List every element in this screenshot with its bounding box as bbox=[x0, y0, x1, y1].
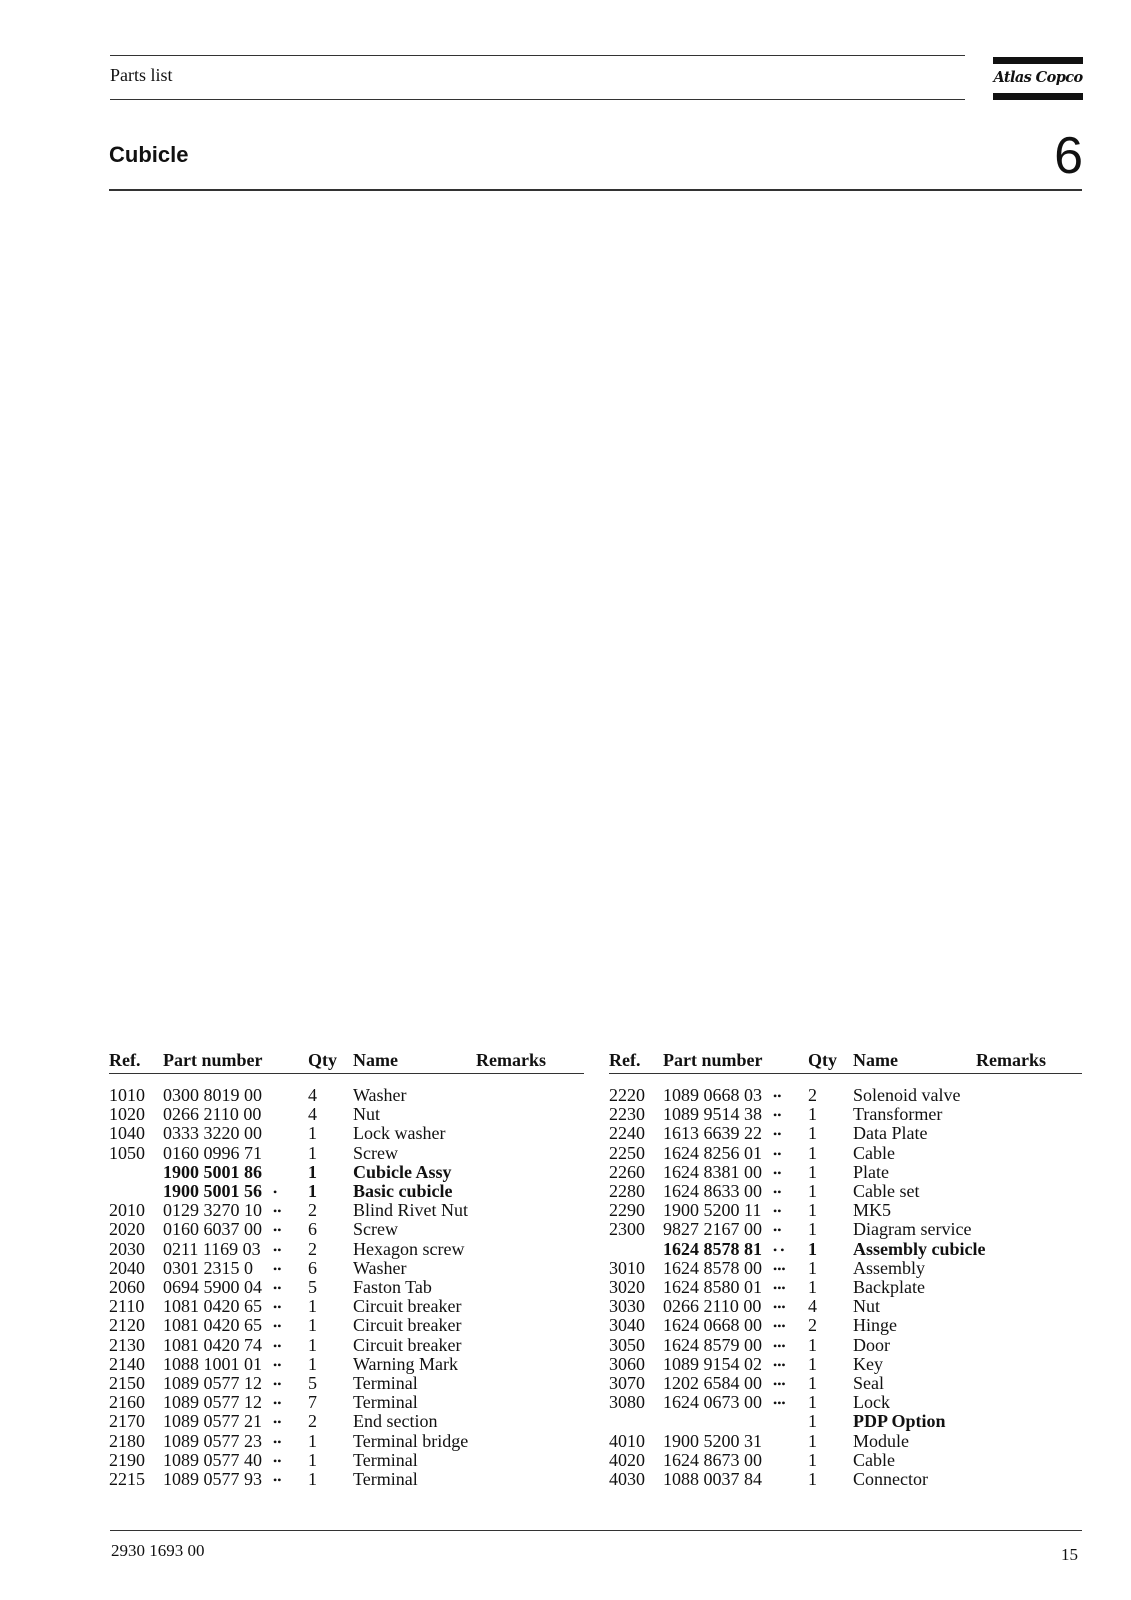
name-cell: Cable set bbox=[853, 1181, 920, 1201]
qty-cell: 1 bbox=[308, 1353, 317, 1374]
qty-cell: 1 bbox=[808, 1104, 817, 1125]
table-row bbox=[109, 1086, 579, 1105]
qty-cell: 1 bbox=[808, 1219, 817, 1240]
table-row bbox=[609, 1278, 1079, 1297]
table-row bbox=[609, 1336, 1079, 1355]
qty-cell: 1 bbox=[808, 1123, 817, 1144]
part-number-cell: 0211 1169 03 bbox=[163, 1238, 261, 1259]
qty-cell: 2 bbox=[808, 1315, 817, 1336]
ref-cell: 2030 bbox=[109, 1238, 145, 1259]
table-row bbox=[109, 1201, 579, 1220]
table-row bbox=[609, 1297, 1079, 1316]
part-number-cell: 1089 0577 40 bbox=[163, 1449, 262, 1470]
table-row bbox=[109, 1412, 579, 1431]
part-number-cell: 1900 5200 31 bbox=[663, 1430, 762, 1451]
part-number-cell: 1081 0420 65 bbox=[163, 1296, 262, 1317]
ref-cell: 1020 bbox=[109, 1104, 145, 1125]
qty-cell: 1 bbox=[308, 1123, 317, 1144]
name-cell: Terminal bbox=[353, 1373, 418, 1393]
table-row bbox=[109, 1124, 579, 1143]
col-part-header: Part number bbox=[663, 1050, 763, 1070]
qty-cell: 1 bbox=[808, 1449, 817, 1470]
name-cell: Transformer bbox=[853, 1104, 943, 1125]
parts-table-left bbox=[109, 1050, 584, 1490]
level-dots: •• bbox=[773, 1204, 782, 1219]
part-number-cell: 1900 5200 11 bbox=[663, 1200, 762, 1221]
col-part-header: Part number bbox=[163, 1050, 263, 1070]
part-number-cell: 1089 0577 23 bbox=[163, 1430, 262, 1451]
name-cell: Blind Rivet Nut bbox=[353, 1200, 469, 1221]
part-number-cell: 0300 8019 00 bbox=[163, 1085, 262, 1105]
col-name-header: Name bbox=[853, 1050, 898, 1070]
qty-cell: 2 bbox=[308, 1200, 317, 1221]
part-number-cell: 1089 0577 21 bbox=[163, 1411, 262, 1432]
name-cell: Circuit breaker bbox=[353, 1315, 462, 1336]
level-dots: •• bbox=[273, 1338, 282, 1353]
level-dots: •• bbox=[773, 1108, 782, 1123]
part-number-cell: 1624 8256 01 bbox=[663, 1142, 762, 1163]
part-number-cell: 1202 6584 00 bbox=[663, 1373, 762, 1393]
level-dots: ••• bbox=[773, 1281, 786, 1295]
ref-cell: 2190 bbox=[109, 1449, 145, 1470]
part-number-cell: 1081 0420 74 bbox=[163, 1334, 262, 1355]
ref-cell: 3040 bbox=[609, 1315, 645, 1336]
name-cell: Circuit breaker bbox=[353, 1334, 462, 1355]
qty-cell: 1 bbox=[308, 1181, 317, 1201]
level-dots: •• bbox=[773, 1185, 782, 1199]
page-number: 15 bbox=[1061, 1545, 1078, 1564]
ref-cell: 3050 bbox=[609, 1334, 645, 1355]
name-cell: Assembly bbox=[853, 1257, 925, 1278]
table-row bbox=[609, 1451, 1079, 1470]
ref-cell: 1010 bbox=[109, 1085, 145, 1105]
part-number-cell: 1089 9154 02 bbox=[663, 1353, 762, 1374]
qty-cell: 1 bbox=[808, 1161, 817, 1182]
qty-cell: 2 bbox=[308, 1238, 317, 1259]
level-dots: • • bbox=[773, 1242, 785, 1257]
ref-cell: 3060 bbox=[609, 1353, 645, 1374]
ref-cell: 2060 bbox=[109, 1277, 145, 1297]
level-dots: •• bbox=[273, 1319, 282, 1334]
header-bottom-rule bbox=[110, 99, 965, 100]
qty-cell: 7 bbox=[308, 1392, 317, 1413]
qty-cell: 1 bbox=[308, 1296, 317, 1317]
qty-cell: 1 bbox=[308, 1315, 317, 1336]
level-dots: ••• bbox=[773, 1377, 786, 1391]
level-dots: •• bbox=[273, 1242, 282, 1257]
name-cell: Circuit breaker bbox=[353, 1296, 462, 1317]
table-header-rule-left bbox=[109, 1073, 584, 1074]
qty-cell: 1 bbox=[808, 1334, 817, 1355]
name-cell: Nut bbox=[353, 1104, 380, 1125]
part-number-cell: 1624 8578 00 bbox=[663, 1257, 762, 1278]
table-row bbox=[609, 1105, 1079, 1124]
qty-cell: 4 bbox=[808, 1296, 817, 1317]
ref-cell: 2215 bbox=[109, 1469, 145, 1489]
part-number-cell: 0266 2110 00 bbox=[163, 1104, 262, 1125]
name-cell: Cable bbox=[853, 1142, 895, 1163]
name-cell: Terminal bridge bbox=[353, 1430, 469, 1451]
name-cell: Terminal bbox=[353, 1469, 418, 1489]
footer-rule bbox=[110, 1530, 1082, 1531]
qty-cell: 6 bbox=[308, 1219, 317, 1240]
qty-cell: 1 bbox=[808, 1200, 817, 1221]
part-number-cell: 1900 5001 56 bbox=[163, 1181, 262, 1201]
name-cell: Lock bbox=[853, 1392, 890, 1413]
name-cell: End section bbox=[353, 1411, 438, 1432]
col-remarks-header: Remarks bbox=[476, 1050, 546, 1070]
level-dots: •• bbox=[273, 1281, 282, 1295]
name-cell: Diagram service bbox=[853, 1219, 972, 1240]
table-row bbox=[109, 1336, 579, 1355]
ref-cell: 2230 bbox=[609, 1104, 645, 1125]
table-row bbox=[609, 1374, 1079, 1393]
qty-cell: 6 bbox=[308, 1257, 317, 1278]
ref-cell: 2140 bbox=[109, 1353, 145, 1374]
level-dots: • bbox=[273, 1185, 278, 1199]
ref-cell: 2020 bbox=[109, 1219, 145, 1240]
qty-cell: 1 bbox=[808, 1353, 817, 1374]
col-remarks-header: Remarks bbox=[976, 1050, 1046, 1070]
header-label: Parts list bbox=[110, 65, 173, 85]
ref-cell: 4030 bbox=[609, 1469, 645, 1489]
ref-cell: 2130 bbox=[109, 1334, 145, 1355]
level-dots: •• bbox=[273, 1396, 282, 1411]
qty-cell: 1 bbox=[308, 1142, 317, 1163]
name-cell: Terminal bbox=[353, 1449, 418, 1470]
col-qty-header: Qty bbox=[308, 1050, 337, 1070]
ref-cell: 1040 bbox=[109, 1123, 145, 1144]
table-row bbox=[609, 1201, 1079, 1220]
level-dots: ••• bbox=[773, 1338, 786, 1353]
ref-cell: 1050 bbox=[109, 1142, 145, 1163]
part-number-cell: 1081 0420 65 bbox=[163, 1315, 262, 1336]
level-dots: •• bbox=[273, 1453, 282, 1468]
table-row bbox=[609, 1144, 1079, 1163]
part-number-cell: 1624 0668 00 bbox=[663, 1315, 762, 1336]
ref-cell: 3020 bbox=[609, 1277, 645, 1297]
col-ref-header: Ref. bbox=[609, 1050, 641, 1070]
name-cell: Faston Tab bbox=[353, 1277, 432, 1297]
part-number-cell: 1900 5001 86 bbox=[163, 1161, 262, 1182]
part-number-cell: 1089 0577 93 bbox=[163, 1469, 262, 1489]
level-dots: •• bbox=[273, 1415, 282, 1430]
table-row bbox=[109, 1182, 579, 1201]
table-row bbox=[109, 1105, 579, 1124]
ref-cell: 2170 bbox=[109, 1411, 145, 1432]
part-number-cell: 1624 8580 01 bbox=[663, 1277, 762, 1297]
table-row bbox=[609, 1182, 1079, 1201]
part-number-cell: 1089 0668 03 bbox=[663, 1085, 762, 1105]
table-header-right bbox=[609, 1050, 1082, 1072]
name-cell: PDP Option bbox=[853, 1411, 946, 1432]
ref-cell: 2120 bbox=[109, 1315, 145, 1336]
document-number: 2930 1693 00 bbox=[111, 1541, 205, 1560]
ref-cell: 4020 bbox=[609, 1449, 645, 1470]
parts-table-right bbox=[609, 1050, 1082, 1490]
table-row bbox=[109, 1374, 579, 1393]
part-number-cell: 1624 8579 00 bbox=[663, 1334, 762, 1355]
qty-cell: 4 bbox=[308, 1085, 317, 1105]
name-cell: Connector bbox=[853, 1469, 928, 1489]
table-row bbox=[109, 1259, 579, 1278]
name-cell: Washer bbox=[353, 1257, 407, 1278]
table-row bbox=[109, 1355, 579, 1374]
level-dots: ••• bbox=[773, 1396, 786, 1411]
table-row bbox=[609, 1240, 1079, 1259]
ref-cell: 2180 bbox=[109, 1430, 145, 1451]
part-number-cell: 0301 2315 0 bbox=[163, 1257, 253, 1278]
name-cell: Assembly cubicle bbox=[853, 1238, 986, 1259]
level-dots: •• bbox=[273, 1434, 282, 1449]
qty-cell: 1 bbox=[808, 1430, 817, 1451]
brand-text: Atlas Copco bbox=[993, 69, 1083, 86]
part-number-cell: 1624 8633 00 bbox=[663, 1181, 762, 1201]
qty-cell: 1 bbox=[308, 1430, 317, 1451]
table-row bbox=[109, 1240, 579, 1259]
part-number-cell: 0160 0996 71 bbox=[163, 1142, 262, 1163]
qty-cell: 4 bbox=[308, 1104, 317, 1125]
part-number-cell: 1089 9514 38 bbox=[663, 1104, 762, 1125]
name-cell: Door bbox=[853, 1334, 890, 1355]
level-dots: •• bbox=[273, 1377, 282, 1391]
part-number-cell: 0266 2110 00 bbox=[663, 1296, 762, 1317]
table-row bbox=[109, 1393, 579, 1412]
part-number-cell: 1088 1001 01 bbox=[163, 1353, 262, 1374]
part-number-cell: 0333 3220 00 bbox=[163, 1123, 262, 1144]
part-number-cell: 1088 0037 84 bbox=[663, 1469, 762, 1489]
table-row bbox=[109, 1278, 579, 1297]
ref-cell: 2290 bbox=[609, 1200, 645, 1221]
title-rule bbox=[109, 189, 1082, 191]
table-row bbox=[609, 1470, 1079, 1489]
ref-cell: 4010 bbox=[609, 1430, 645, 1451]
ref-cell: 2010 bbox=[109, 1200, 145, 1221]
ref-cell: 3070 bbox=[609, 1373, 645, 1393]
ref-cell: 2240 bbox=[609, 1123, 645, 1144]
table-row bbox=[109, 1470, 579, 1489]
ref-cell: 2150 bbox=[109, 1373, 145, 1393]
qty-cell: 2 bbox=[808, 1085, 817, 1105]
name-cell: Seal bbox=[853, 1373, 884, 1393]
qty-cell: 1 bbox=[808, 1373, 817, 1393]
name-cell: Hexagon screw bbox=[353, 1238, 465, 1259]
level-dots: •• bbox=[773, 1089, 782, 1103]
col-ref-header: Ref. bbox=[109, 1050, 141, 1070]
header-top-rule bbox=[110, 55, 965, 56]
name-cell: Data Plate bbox=[853, 1123, 928, 1144]
ref-cell: 2250 bbox=[609, 1142, 645, 1163]
part-number-cell: 1089 0577 12 bbox=[163, 1392, 262, 1413]
table-row bbox=[609, 1124, 1079, 1143]
table-row bbox=[609, 1355, 1079, 1374]
chapter-number: 6 bbox=[1054, 127, 1083, 185]
table-row bbox=[109, 1316, 579, 1335]
name-cell: Warning Mark bbox=[353, 1353, 459, 1374]
table-row bbox=[109, 1432, 579, 1451]
ref-cell: 2220 bbox=[609, 1085, 645, 1105]
level-dots: •• bbox=[773, 1127, 782, 1142]
ref-cell: 3010 bbox=[609, 1257, 645, 1278]
name-cell: Solenoid valve bbox=[853, 1085, 961, 1105]
name-cell: Lock washer bbox=[353, 1123, 446, 1144]
qty-cell: 1 bbox=[808, 1181, 817, 1201]
level-dots: •• bbox=[773, 1165, 782, 1180]
table-header-left bbox=[109, 1050, 584, 1072]
qty-cell: 1 bbox=[308, 1449, 317, 1470]
qty-cell: 5 bbox=[308, 1277, 317, 1297]
ref-cell: 2260 bbox=[609, 1161, 645, 1182]
name-cell: Screw bbox=[353, 1219, 398, 1240]
level-dots: •• bbox=[273, 1261, 282, 1276]
qty-cell: 1 bbox=[808, 1142, 817, 1163]
qty-cell: 1 bbox=[808, 1469, 817, 1489]
table-row bbox=[609, 1259, 1079, 1278]
level-dots: ••• bbox=[773, 1261, 786, 1276]
table-row bbox=[109, 1144, 579, 1163]
qty-cell: 1 bbox=[308, 1161, 317, 1182]
level-dots: ••• bbox=[773, 1357, 786, 1372]
table-row bbox=[609, 1393, 1079, 1412]
part-number-cell: 9827 2167 00 bbox=[663, 1219, 762, 1240]
level-dots: •• bbox=[273, 1357, 282, 1372]
part-number-cell: 0694 5900 04 bbox=[163, 1277, 262, 1297]
part-number-cell: 1624 0673 00 bbox=[663, 1392, 762, 1413]
col-qty-header: Qty bbox=[808, 1050, 837, 1070]
qty-cell: 1 bbox=[808, 1257, 817, 1278]
qty-cell: 1 bbox=[308, 1334, 317, 1355]
name-cell: Hinge bbox=[853, 1315, 897, 1336]
level-dots: ••• bbox=[773, 1319, 786, 1334]
name-cell: Cubicle Assy bbox=[353, 1161, 452, 1182]
part-number-cell: 1613 6639 22 bbox=[663, 1123, 762, 1144]
level-dots: ••• bbox=[773, 1300, 786, 1315]
name-cell: Basic cubicle bbox=[353, 1181, 453, 1201]
part-number-cell: 1624 8578 81 bbox=[663, 1238, 762, 1259]
level-dots: •• bbox=[273, 1223, 282, 1238]
level-dots: •• bbox=[273, 1473, 282, 1487]
qty-cell: 1 bbox=[808, 1277, 817, 1297]
ref-cell: 2040 bbox=[109, 1257, 145, 1278]
ref-cell: 2160 bbox=[109, 1392, 145, 1413]
qty-cell: 2 bbox=[308, 1411, 317, 1432]
part-number-cell: 1624 8381 00 bbox=[663, 1161, 762, 1182]
atlas-copco-logo bbox=[993, 57, 1083, 100]
qty-cell: 1 bbox=[808, 1392, 817, 1413]
table-row bbox=[109, 1163, 579, 1182]
col-name-header: Name bbox=[353, 1050, 398, 1070]
name-cell: Key bbox=[853, 1353, 883, 1374]
qty-cell: 5 bbox=[308, 1373, 317, 1393]
qty-cell: 1 bbox=[308, 1469, 317, 1489]
name-cell: MK5 bbox=[853, 1200, 892, 1221]
table-header-rule-right bbox=[609, 1073, 1082, 1074]
name-cell: Screw bbox=[353, 1142, 398, 1163]
level-dots: •• bbox=[273, 1204, 282, 1219]
part-number-cell: 1624 8673 00 bbox=[663, 1449, 762, 1470]
ref-cell: 3030 bbox=[609, 1296, 645, 1317]
ref-cell: 3080 bbox=[609, 1392, 645, 1413]
ref-cell: 2110 bbox=[109, 1296, 145, 1317]
part-number-cell: 0160 6037 00 bbox=[163, 1219, 262, 1240]
name-cell: Terminal bbox=[353, 1392, 418, 1413]
table-row bbox=[109, 1451, 579, 1470]
name-cell: Nut bbox=[853, 1296, 880, 1317]
ref-cell: 2280 bbox=[609, 1181, 645, 1201]
name-cell: Washer bbox=[353, 1085, 407, 1105]
table-row bbox=[109, 1297, 579, 1316]
name-cell: Backplate bbox=[853, 1277, 925, 1297]
name-cell: Cable bbox=[853, 1449, 895, 1470]
qty-cell: 1 bbox=[808, 1238, 817, 1259]
table-row bbox=[609, 1163, 1079, 1182]
ref-cell: 2300 bbox=[609, 1219, 645, 1240]
level-dots: •• bbox=[773, 1223, 782, 1238]
level-dots: •• bbox=[273, 1300, 282, 1315]
table-row bbox=[109, 1220, 579, 1239]
name-cell: Plate bbox=[853, 1161, 889, 1182]
part-number-cell: 0129 3270 10 bbox=[163, 1200, 262, 1221]
name-cell: Module bbox=[853, 1430, 909, 1451]
part-number-cell: 1089 0577 12 bbox=[163, 1373, 262, 1393]
page-title: Cubicle bbox=[109, 142, 189, 167]
table-row bbox=[609, 1432, 1079, 1451]
table-row bbox=[609, 1086, 1079, 1105]
qty-cell: 1 bbox=[808, 1411, 817, 1432]
table-row bbox=[609, 1316, 1079, 1335]
level-dots: •• bbox=[773, 1146, 782, 1161]
table-row bbox=[609, 1220, 1079, 1239]
table-row bbox=[609, 1412, 1079, 1431]
